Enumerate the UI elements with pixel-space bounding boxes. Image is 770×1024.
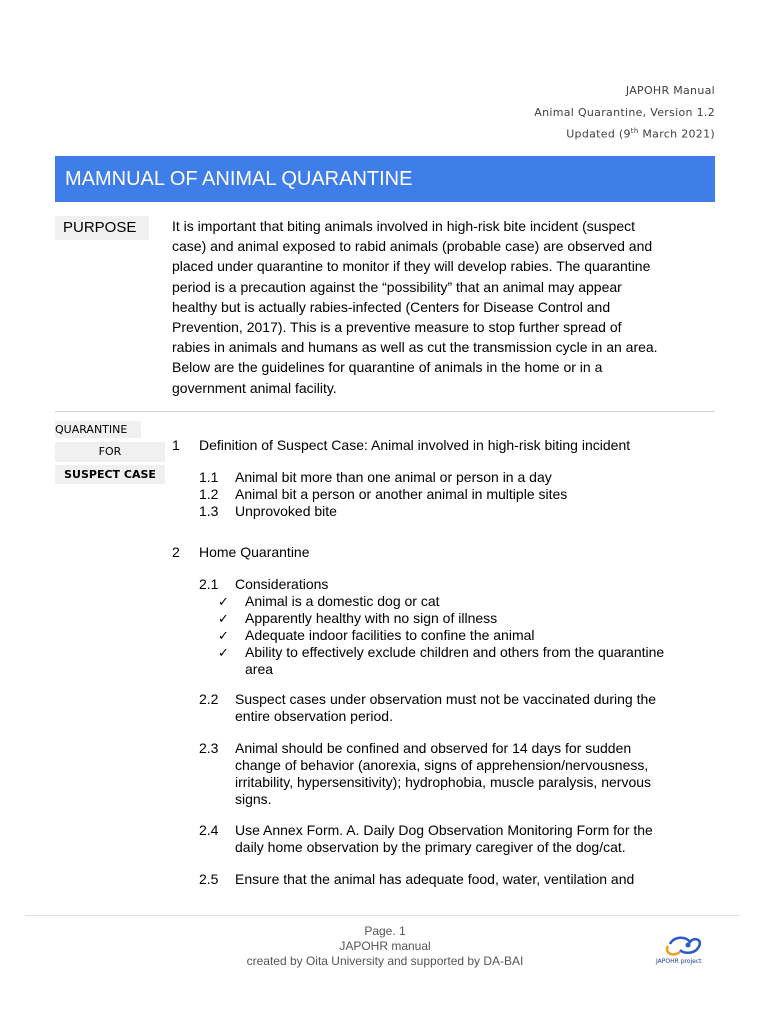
header-manual-name: JAPOHR Manual (625, 84, 715, 97)
home-quarantine-heading: Home Quarantine (199, 544, 310, 560)
paragraph-line: signs. (235, 791, 272, 807)
japohr-logo (650, 932, 712, 972)
paragraph-line: Suspect cases under observation must not be vaccinated during the (235, 691, 657, 707)
item-number: 1.3 (199, 503, 219, 519)
check-item: Adequate indoor facilities to confine the animal (245, 627, 535, 643)
paragraph-line: Use Annex Form. A. Daily Dog Observation Monitoring Form for the (235, 822, 653, 838)
section-label-line1: QUARANTINE (55, 421, 141, 438)
section-label-line3: SUSPECT CASE (55, 465, 165, 484)
item-number: 2.3 (199, 740, 219, 756)
purpose-paragraph (172, 216, 717, 398)
header-updated-sup: th (630, 127, 639, 135)
purpose-line: government animal facility. (172, 379, 337, 396)
footer-manual-name: JAPOHR manual (339, 939, 431, 953)
item-number: 2.1 (199, 576, 219, 592)
paragraph-line: change of behavior (anorexia, signs of apprehension/nervousness, (235, 757, 649, 773)
purpose-label: PURPOSE (55, 216, 149, 240)
item-number: 2 (172, 544, 180, 560)
considerations-heading: Considerations (235, 576, 329, 592)
purpose-line: period is a precaution against the “possibility” that an animal may appear (172, 278, 622, 295)
list-item: Animal bit a person or another animal in multiple sites (235, 486, 568, 502)
checkmark-icon: ✓ (218, 628, 229, 643)
purpose-line: placed under quarantine to monitor if they will develop rabies. The quarantine (172, 258, 651, 275)
checkmark-icon: ✓ (218, 611, 229, 626)
check-item: Ability to effectively exclude children and others from the quarantine (245, 644, 665, 660)
paragraph-line: Ensure that the animal has adequate food, water, ventilation and (235, 871, 635, 887)
purpose-line: case) and animal exposed to rabid animals (probable case) are observed and (172, 238, 653, 255)
title-banner (55, 156, 715, 202)
checkmark-icon: ✓ (218, 645, 229, 660)
check-item: Apparently healthy with no sign of illness (245, 610, 498, 626)
section-divider (55, 411, 715, 412)
footer-divider (25, 915, 740, 916)
item-number: 1.1 (199, 469, 219, 485)
checkmark-icon: ✓ (218, 594, 229, 609)
list-item: Unprovoked bite (235, 503, 337, 519)
item-number: 1 (172, 437, 180, 453)
header-updated-post: March 2021) (638, 127, 715, 141)
item-number: 2.2 (199, 691, 219, 707)
item-number: 1.2 (199, 486, 219, 502)
list-item: Animal bit more than one animal or person in a day (235, 469, 552, 485)
purpose-line: healthy but is actually rabies-infected (Centers for Disease Control and (172, 298, 611, 315)
logo-text: JAPOHR project (656, 958, 702, 965)
paragraph-line: daily home observation by the primary caregiver of the dog/cat. (235, 839, 626, 855)
check-item-continuation: area (245, 661, 274, 677)
purpose-line: rabies in animals and humans as well as cut the transmission cycle in an area. (172, 339, 658, 356)
section-label-line2: FOR (55, 442, 165, 462)
definition-heading: Definition of Suspect Case: Animal involved in high-risk biting incident (199, 437, 631, 453)
item-number: 2.5 (199, 871, 219, 887)
check-item: Animal is a domestic dog or cat (245, 593, 440, 609)
japohr-logo-icon (650, 932, 712, 972)
paragraph-line: irritability, hypersensitivity); hydrophobia, muscle paralysis, nervous (235, 774, 652, 790)
paragraph-line: entire observation period. (235, 708, 393, 724)
header-updated (566, 127, 715, 141)
purpose-line: Prevention, 2017). This is a preventive measure to stop further spread of (172, 319, 622, 336)
page-title: MAMNUAL OF ANIMAL QUARANTINE (65, 168, 413, 190)
purpose-line: Below are the guidelines for quarantine of animals in the home or in a (172, 359, 603, 376)
header-version: Animal Quarantine, Version 1.2 (534, 106, 715, 119)
item-number: 2.4 (199, 822, 219, 838)
footer-credit: created by Oita University and supported by DA-BAI (246, 954, 524, 968)
footer-page-number: Page. 1 (364, 924, 406, 938)
purpose-line: It is important that biting animals involved in high-risk bite incident (suspect (172, 218, 635, 234)
paragraph-line: Animal should be confined and observed for 14 days for sudden (235, 740, 632, 756)
header-updated-pre: Updated (9 (566, 127, 631, 141)
